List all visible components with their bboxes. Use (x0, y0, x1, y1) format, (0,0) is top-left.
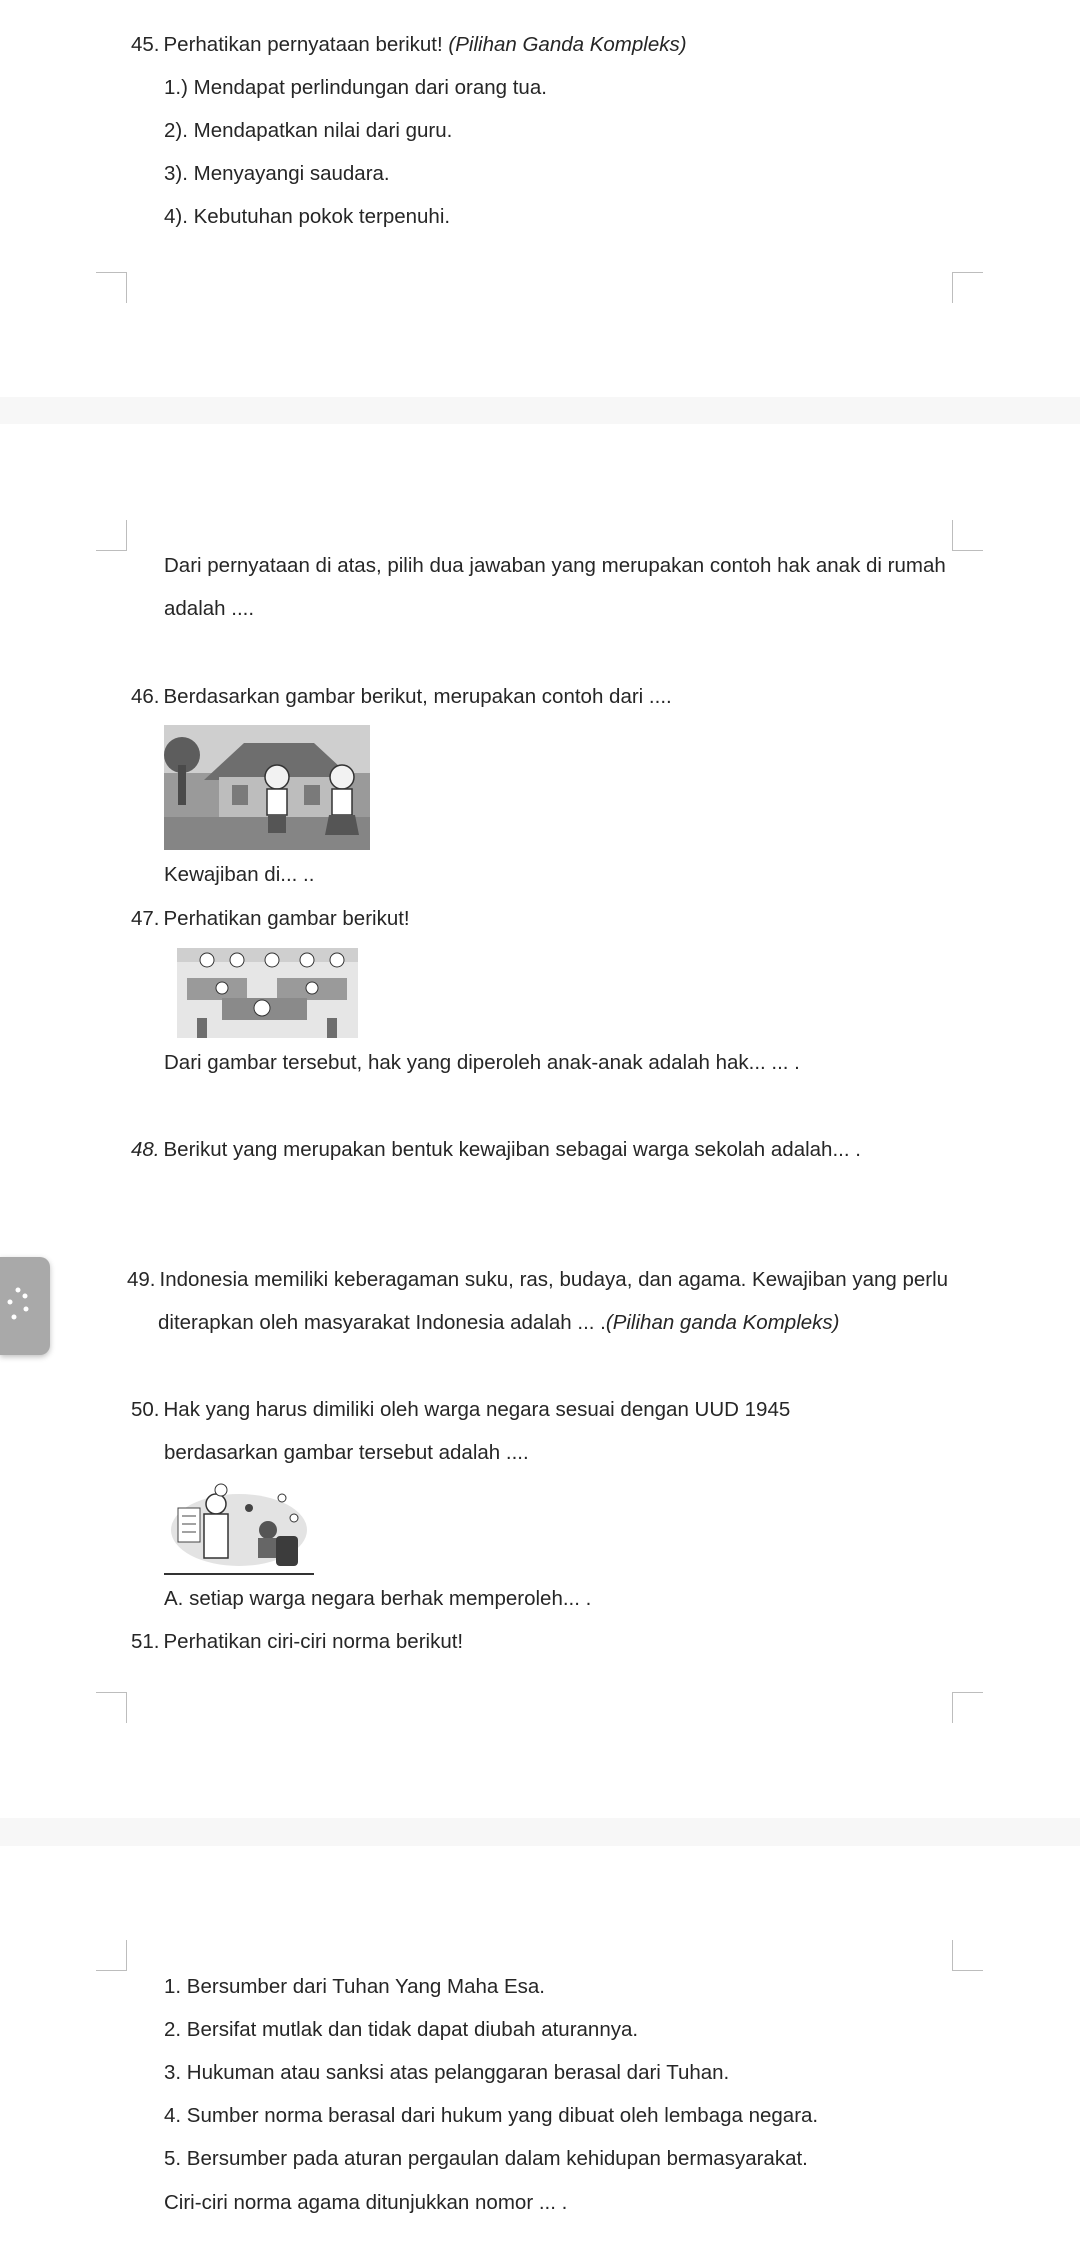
floating-tool-button[interactable] (0, 1257, 50, 1355)
q49-tag: (Pilihan ganda Kompleks) (605, 1311, 840, 1334)
page-corner-mark (96, 520, 127, 551)
q45-prompt: Perhatikan pernyataan berikut! (163, 33, 443, 56)
q50-line1: Hak yang harus dimiliki oleh warga negara sesuai dengan UUD 1945 (163, 1398, 791, 1421)
q47-prompt: Perhatikan gambar berikut! (163, 907, 410, 930)
q45-item-2: 2). Mendapatkan nilai dari guru. (164, 119, 453, 142)
q45-number: 45. (131, 33, 160, 56)
q45-question-line2: adalah .... (164, 597, 255, 620)
q48-number: 48. (131, 1138, 160, 1161)
q46-number: 46. (131, 685, 160, 708)
page-corner-mark (952, 272, 983, 303)
q45-tag: (Pilihan Ganda Kompleks) (448, 33, 687, 56)
q46-caption: Kewajiban di... .. (164, 863, 315, 886)
q50-doctor-illustration (164, 1480, 314, 1576)
q51-item-4: 4. Sumber norma berasal dari hukum yang dibuat oleh lembaga negara. (164, 2104, 819, 2127)
q50-answer: A. setiap warga negara berhak memperoleh... . (164, 1587, 592, 1610)
q51-item-2: 2. Bersifat mutlak dan tidak dapat diubah aturannya. (164, 2018, 639, 2041)
page-corner-mark (952, 1692, 983, 1723)
page-corner-mark (96, 1692, 127, 1723)
q47-classroom-illustration (177, 948, 358, 1038)
q49-number: 49. (127, 1268, 156, 1291)
q50-header (131, 1395, 790, 1425)
q48-prompt: Berikut yang merupakan bentuk kewajiban sebagai warga sekolah adalah... . (163, 1138, 861, 1161)
q51-number: 51. (131, 1630, 160, 1653)
q51-item-5: 5. Bersumber pada aturan pergaulan dalam kehidupan bermasyarakat. (164, 2147, 808, 2170)
page-corner-mark (96, 1940, 127, 1971)
page-corner-mark (96, 272, 127, 303)
q47-caption: Dari gambar tersebut, hak yang diperoleh anak-anak adalah hak... ... . (164, 1051, 800, 1074)
page-corner-mark (952, 520, 983, 551)
page-corner-mark (952, 1940, 983, 1971)
q51-item-3: 3. Hukuman atau sanksi atas pelanggaran berasal dari Tuhan. (164, 2061, 730, 2084)
q45-item-3: 3). Menyayangi saudara. (164, 162, 390, 185)
sparkle-icon (0, 1257, 50, 1355)
q45-item-4: 4). Kebutuhan pokok terpenuhi. (164, 205, 451, 228)
q49-line2: diterapkan oleh masyarakat Indonesia adalah ... . (158, 1311, 606, 1334)
q46-header (131, 682, 672, 712)
page-gap (0, 397, 1080, 424)
q46-prompt: Berdasarkan gambar berikut, merupakan contoh dari .... (163, 685, 672, 708)
q49-line1: Indonesia memiliki keberagaman suku, ras, budaya, dan agama. Kewajiban yang perlu (159, 1268, 949, 1291)
q48-header (131, 1135, 861, 1165)
q49-header (127, 1265, 948, 1295)
q51-prompt: Perhatikan ciri-ciri norma berikut! (163, 1630, 464, 1653)
q45-header (131, 30, 687, 60)
q50-number: 50. (131, 1398, 160, 1421)
q47-number: 47. (131, 907, 160, 930)
q47-header (131, 904, 410, 934)
q45-question-line1: Dari pernyataan di atas, pilih dua jawaban yang merupakan contoh hak anak di rumah (164, 554, 946, 577)
q50-line2: berdasarkan gambar tersebut adalah .... (164, 1441, 529, 1464)
q51-header (131, 1627, 463, 1657)
q46-school-kids-illustration (164, 725, 370, 850)
q51-question: Ciri-ciri norma agama ditunjukkan nomor ... . (164, 2191, 568, 2214)
q49-line2-wrap (158, 1308, 839, 1338)
q51-item-1: 1. Bersumber dari Tuhan Yang Maha Esa. (164, 1975, 545, 1998)
page-gap (0, 1818, 1080, 1846)
q45-item-1: 1.) Mendapat perlindungan dari orang tua. (164, 76, 547, 99)
